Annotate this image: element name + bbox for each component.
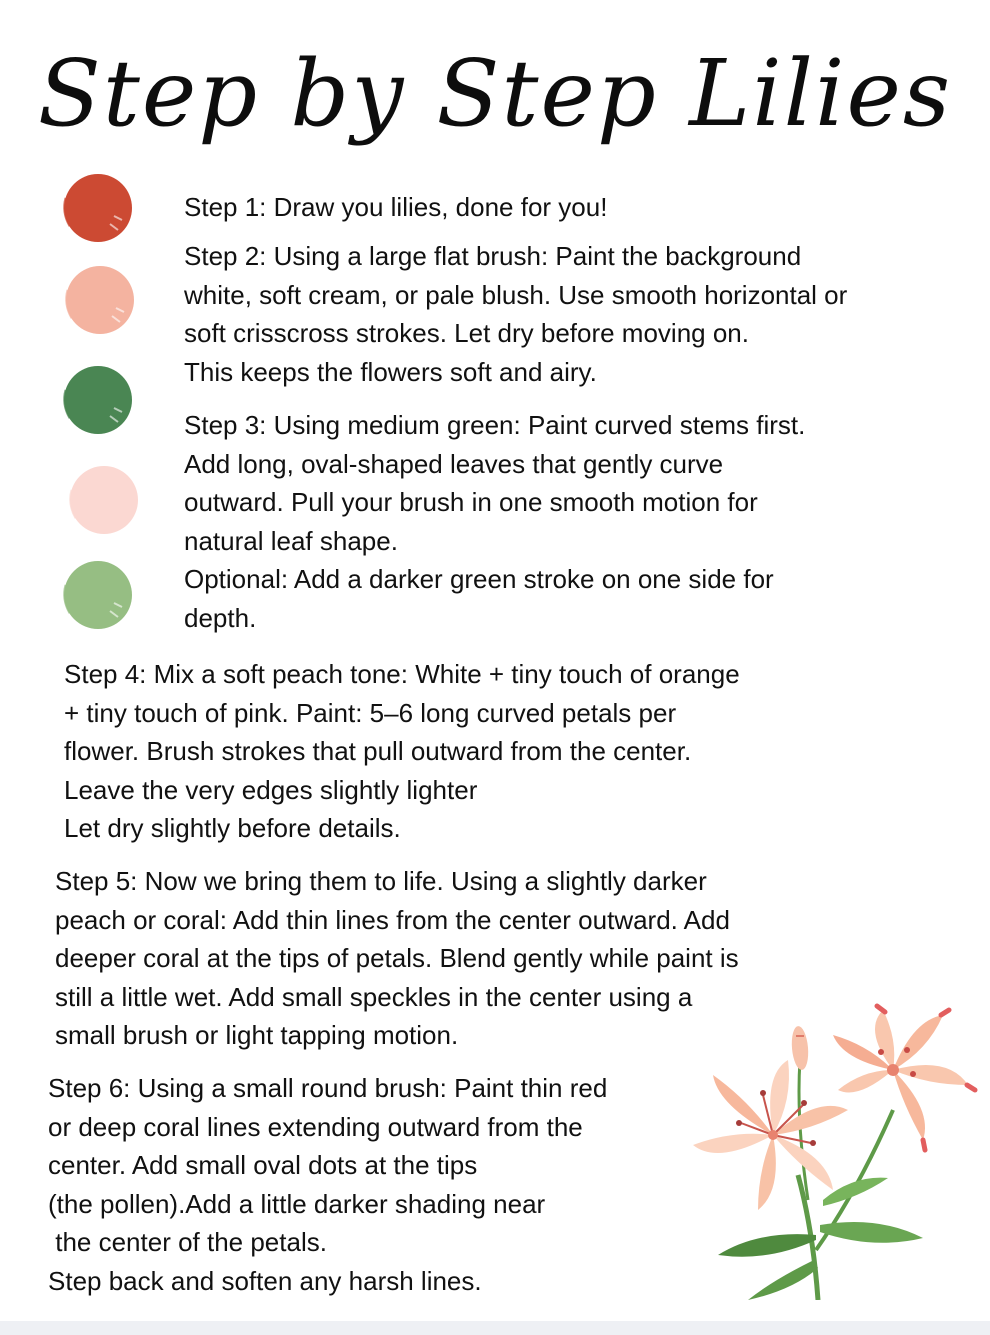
swatch-blush — [64, 460, 144, 540]
step-5-line: deeper coral at the tips of petals. Blend gently while paint is — [55, 943, 739, 973]
step-4-line: Leave the very edges slightly lighter — [64, 774, 478, 805]
swatch-green — [58, 360, 138, 440]
swatch-light-green — [58, 555, 138, 635]
step-6-line: Step back and soften any harsh lines. — [48, 1265, 482, 1296]
step-3 — [184, 406, 805, 637]
step-2-line: This keeps the flowers soft and airy. — [184, 356, 597, 387]
step-2-line: white, soft cream, or pale blush. Use smooth horizontal or — [184, 279, 848, 310]
step-2-line: soft crisscross strokes. Let dry before moving on. — [184, 318, 749, 348]
step-3-line: Add long, oval-shaped leaves that gently curve — [184, 448, 724, 479]
step-3-line: natural leaf shape. — [184, 525, 398, 556]
step-5-line: still a little wet. Add small speckles in the center using a — [55, 981, 693, 1012]
step-6-line: (the pollen).Add a little darker shading near — [48, 1188, 546, 1219]
swatch-red-orange — [58, 168, 138, 248]
step-1 — [184, 188, 607, 227]
page-bottom-band — [0, 1321, 990, 1335]
step-3-line: Optional: Add a darker green stroke on one side for — [184, 564, 774, 594]
step-2 — [184, 237, 847, 391]
swatch-peach — [60, 260, 140, 340]
step-6-line: the center of the petals. — [48, 1227, 327, 1257]
step-5-line: peach or coral: Add thin lines from the center outward. Add — [55, 904, 730, 935]
step-4-line: Step 4: Mix a soft peach tone: White + tiny touch of orange — [64, 659, 740, 689]
page-title: Step by Step Lilies — [37, 40, 953, 147]
step-6-line: or deep coral lines extending outward from the — [48, 1111, 583, 1142]
step-4-line: Let dry slightly before details. — [64, 813, 401, 843]
step-3-line: depth. — [184, 602, 257, 633]
step-2-line: Step 2: Using a large flat brush: Paint the background — [184, 241, 802, 271]
step-6-line: center. Add small oval dots at the tips — [48, 1150, 478, 1180]
step-6-line: Step 6: Using a small round brush: Paint thin red — [48, 1073, 608, 1103]
step-4 — [64, 655, 740, 848]
step-3-line: Step 3: Using medium green: Paint curved stems first. — [184, 410, 806, 440]
step-5 — [55, 862, 739, 1055]
step-5-line: small brush or light tapping motion. — [55, 1020, 459, 1050]
lily-illustration — [678, 1000, 978, 1300]
step-3-line: outward. Pull your brush in one smooth motion for — [184, 487, 758, 517]
step-5-line: Step 5: Now we bring them to life. Using a slightly darker — [55, 866, 707, 896]
step-4-line: + tiny touch of pink. Paint: 5–6 long curved petals per — [64, 697, 677, 728]
step-4-line: flower. Brush strokes that pull outward from the center. — [64, 736, 692, 766]
step-1-line: Step 1: Draw you lilies, done for you! — [184, 192, 608, 222]
step-6 — [48, 1069, 607, 1300]
